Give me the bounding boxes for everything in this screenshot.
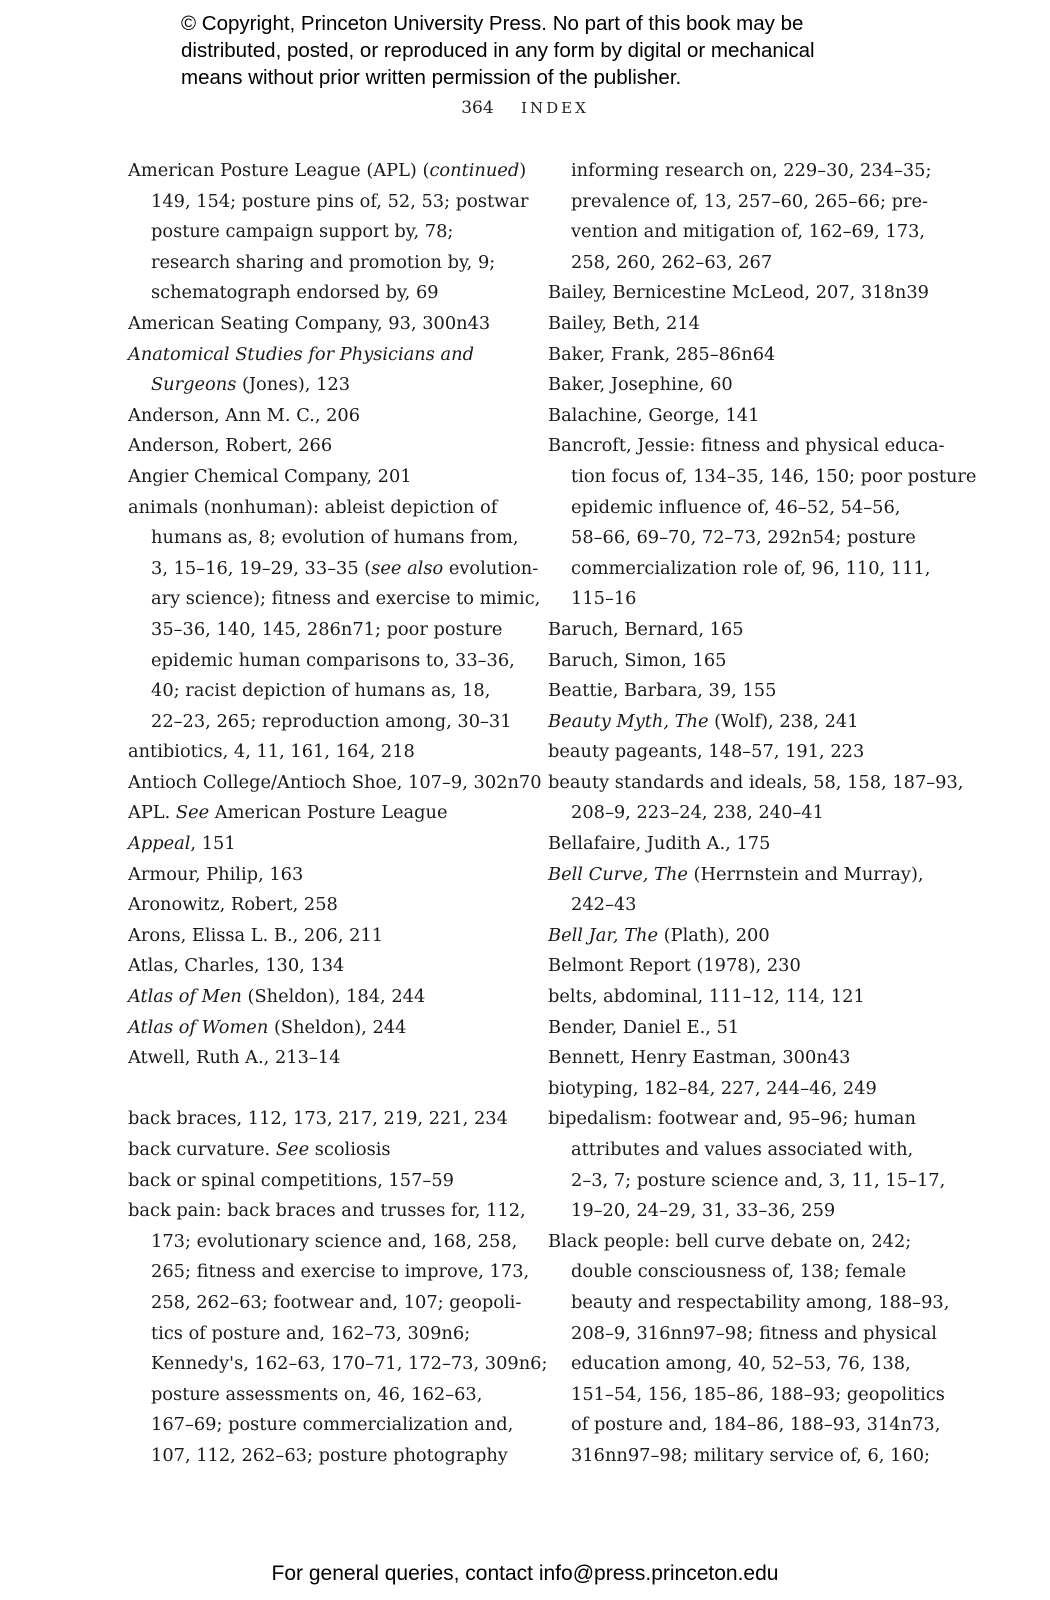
index-entry <box>548 768 964 799</box>
index-text: back pain: back braces and trusses for, 112, <box>128 1200 526 1222</box>
index-text: ary science); fitness and exercise to mimic, <box>151 588 541 610</box>
index-text: 258, 262–63; footwear and, 107; geopoli- <box>151 1291 522 1313</box>
index-entry <box>548 921 933 952</box>
index-entry-continuation <box>128 1441 513 1472</box>
index-entry <box>548 982 933 1013</box>
index-entry <box>128 768 542 799</box>
index-entry <box>128 493 513 524</box>
index-entry <box>548 951 933 982</box>
index-text: antibiotics, 4, 11, 161, 164, 218 <box>128 741 415 763</box>
index-text: 316nn97–98; military service of, 6, 160; <box>571 1444 931 1466</box>
index-text: Bellafaire, Judith A., 175 <box>548 833 771 855</box>
index-entry <box>548 737 933 768</box>
index-text: of posture and, 184–86, 188–93, 314n73, <box>571 1414 941 1436</box>
index-text: continued <box>429 160 520 181</box>
index-entry-continuation <box>548 798 933 829</box>
index-text: animals (nonhuman): ableist depiction of <box>128 496 498 518</box>
index-text: Kennedy's, 162–63, 170–71, 172–73, 309n6; <box>151 1353 548 1375</box>
index-entry-continuation <box>548 1349 933 1380</box>
index-text: (Herrnstein and Murray), <box>687 863 924 885</box>
index-text: Bancroft, Jessie: fitness and physical educa- <box>548 435 945 457</box>
index-text: ) <box>519 160 527 181</box>
index-entry <box>128 431 513 462</box>
index-text: Black people: bell curve debate on, 242; <box>548 1230 912 1252</box>
index-entry <box>548 707 933 738</box>
index-entry-continuation <box>548 462 977 493</box>
index-entry-continuation <box>548 248 933 279</box>
index-entry <box>128 1166 513 1197</box>
index-text: Bennett, Henry Eastman, 300n43 <box>548 1047 851 1069</box>
index-text: (Sheldon), 244 <box>268 1016 407 1038</box>
index-text: Belmont Report (1978), 230 <box>548 955 801 977</box>
running-head <box>0 98 1050 118</box>
index-text: bipedalism: footwear and, 95–96; human <box>548 1108 916 1130</box>
index-text: Arons, Elissa L. B., 206, 211 <box>128 924 384 946</box>
index-text: beauty standards and ideals, 58, 158, 187–93, <box>548 771 964 793</box>
index-text: 173; evolutionary science and, 168, 258, <box>151 1230 518 1252</box>
page-number: 364 <box>461 98 494 118</box>
index-entry <box>548 1043 933 1074</box>
index-entry-continuation <box>548 554 933 585</box>
index-entry <box>128 462 513 493</box>
index-text: back or spinal competitions, 157–59 <box>128 1169 454 1191</box>
index-entry <box>548 646 933 677</box>
index-entry-continuation <box>128 1227 518 1258</box>
index-text: Surgeons <box>151 374 237 396</box>
index-entry-continuation <box>128 1349 548 1380</box>
index-entry <box>548 829 933 860</box>
index-text: 40; racist depiction of humans as, 18, <box>151 680 491 702</box>
index-entry <box>548 431 945 462</box>
index-text: research sharing and promotion by, 9; <box>151 251 496 273</box>
index-entry <box>128 921 513 952</box>
index-text: Bell Jar, The <box>548 924 659 946</box>
index-entry <box>548 1227 933 1258</box>
index-text: see also <box>371 557 444 579</box>
index-entry-continuation <box>548 156 933 187</box>
index-entry-continuation <box>128 1288 522 1319</box>
index-entry-continuation <box>548 523 933 554</box>
copyright-notice <box>181 10 901 91</box>
index-text: APL. <box>128 802 176 824</box>
index-entry-continuation <box>128 707 513 738</box>
index-text: 115–16 <box>571 588 637 610</box>
index-text: American Seating Company, 93, 300n43 <box>128 312 491 334</box>
index-entry-continuation <box>128 584 541 615</box>
index-text: evolution- <box>443 557 539 579</box>
index-text: Angier Chemical Company, 201 <box>128 465 412 487</box>
index-text: posture campaign support by, 78; <box>151 221 454 243</box>
index-entry <box>548 1104 933 1135</box>
index-text: 151–54, 156, 185–86, 188–93; geopolitics <box>571 1383 945 1405</box>
index-entry <box>548 676 933 707</box>
copyright-line: © Copyright, Princeton University Press. No part of this book may be <box>181 12 804 35</box>
index-entry <box>548 1074 933 1105</box>
index-text: American Posture League (APL) ( <box>128 160 430 181</box>
index-text: beauty pageants, 148–57, 191, 223 <box>548 741 865 763</box>
index-text: Baker, Josephine, 60 <box>548 374 733 396</box>
index-entry <box>128 1104 513 1135</box>
index-text: beauty and respectability among, 188–93, <box>571 1291 950 1313</box>
index-entry-continuation <box>128 646 513 677</box>
index-text: Anatomical Studies for Physicians and <box>128 343 474 365</box>
index-entry-continuation <box>548 1380 945 1411</box>
index-text: (Jones), 123 <box>236 374 351 396</box>
index-entry <box>128 737 513 768</box>
index-text: tics of posture and, 162–73, 309n6; <box>151 1322 471 1344</box>
index-text: 258, 260, 262–63, 267 <box>571 251 773 273</box>
index-text: Bailey, Beth, 214 <box>548 312 700 334</box>
index-text: back braces, 112, 173, 217, 219, 221, 234 <box>128 1108 508 1130</box>
index-text: back curvature. <box>128 1139 276 1160</box>
index-text: 208–9, 316nn97–98; fitness and physical <box>571 1322 937 1344</box>
index-entry-continuation <box>548 890 933 921</box>
index-text: Anderson, Robert, 266 <box>128 435 333 457</box>
index-entry-continuation <box>548 1441 933 1472</box>
index-entry-continuation <box>128 676 513 707</box>
index-entry <box>548 1013 933 1044</box>
index-text: Beattie, Barbara, 39, 155 <box>548 680 777 702</box>
index-text: posture assessments on, 46, 162–63, <box>151 1383 483 1405</box>
index-entry-continuation <box>548 1196 933 1227</box>
index-text: Aronowitz, Robert, 258 <box>128 894 338 916</box>
index-entry-continuation <box>548 187 933 218</box>
index-text: epidemic human comparisons to, 33–36, <box>151 649 515 671</box>
copyright-line: distributed, posted, or reproduced in any form by digital or mechanical <box>181 39 815 62</box>
index-entry <box>128 860 513 891</box>
index-text: 265; fitness and exercise to improve, 173, <box>151 1261 530 1283</box>
index-text: vention and mitigation of, 162–69, 173, <box>571 221 926 243</box>
index-entry <box>548 860 933 891</box>
index-text: 19–20, 24–29, 31, 33–36, 259 <box>571 1200 836 1222</box>
index-text: 208–9, 223–24, 238, 240–41 <box>571 802 824 824</box>
index-text: Antioch College/Antioch Shoe, 107–9, 302n70 <box>128 771 542 793</box>
index-entry <box>128 1196 526 1227</box>
index-entry <box>128 1043 513 1074</box>
index-text: scoliosis <box>309 1139 391 1160</box>
copyright-line: means without prior written permission of the publisher. <box>181 66 682 89</box>
index-entry-continuation <box>128 217 513 248</box>
index-entry <box>548 615 933 646</box>
index-entry <box>548 340 933 371</box>
index-entry <box>548 401 933 432</box>
index-text: Atwell, Ruth A., 213–14 <box>128 1047 341 1069</box>
index-entry-continuation <box>128 248 513 279</box>
index-text: Armour, Philip, 163 <box>128 863 304 885</box>
index-entry-continuation <box>128 1410 513 1441</box>
index-text: Bailey, Bernicestine McLeod, 207, 318n39 <box>548 282 929 304</box>
index-entry <box>128 156 527 187</box>
index-entry-continuation <box>128 278 513 309</box>
index-text: prevalence of, 13, 257–60, 265–66; pre- <box>571 190 929 212</box>
index-text: Baruch, Simon, 165 <box>548 649 727 671</box>
index-text: biotyping, 182–84, 227, 244–46, 249 <box>548 1077 877 1099</box>
index-entry <box>128 1013 513 1044</box>
index-entry <box>128 829 513 860</box>
index-entry <box>128 340 513 371</box>
index-entry-continuation <box>128 523 519 554</box>
index-text: 3, 15–16, 19–29, 33–35 ( <box>151 557 372 579</box>
index-entry <box>128 951 513 982</box>
index-text: Anderson, Ann M. C., 206 <box>128 404 361 426</box>
index-text: schematograph endorsed by, 69 <box>151 282 439 304</box>
index-entry-continuation <box>128 1380 513 1411</box>
index-text: 58–66, 69–70, 72–73, 292n54; posture <box>571 527 916 549</box>
index-entry-continuation <box>128 1319 513 1350</box>
index-entry-continuation <box>128 370 513 401</box>
index-text: epidemic influence of, 46–52, 54–56, <box>571 496 901 518</box>
index-text: Bender, Daniel E., 51 <box>548 1016 740 1038</box>
index-text: 242–43 <box>571 894 637 916</box>
index-text: (Wolf), 238, 241 <box>708 710 859 732</box>
index-text: belts, abdominal, 111–12, 114, 121 <box>548 986 865 1008</box>
index-entry-continuation <box>128 615 513 646</box>
index-column-left <box>128 156 548 1472</box>
index-entry-continuation <box>548 584 933 615</box>
index-text: double consciousness of, 138; female <box>571 1261 907 1283</box>
index-entry-continuation <box>548 1166 946 1197</box>
index-text: Balachine, George, 141 <box>548 404 760 426</box>
index-entry-continuation <box>548 1319 937 1350</box>
index-entry <box>548 309 933 340</box>
index-entry <box>128 798 513 829</box>
index-entry-continuation <box>128 187 529 218</box>
index-text: , 151 <box>190 833 236 855</box>
index-entry-continuation <box>128 1257 530 1288</box>
index-text: 22–23, 265; reproduction among, 30–31 <box>151 710 512 732</box>
index-letter-gap <box>128 1074 513 1105</box>
index-text: American Posture League <box>209 802 448 824</box>
index-text: humans as, 8; evolution of humans from, <box>151 527 519 549</box>
section-title: INDEX <box>521 99 589 117</box>
index-text: attributes and values associated with, <box>571 1139 914 1160</box>
index-text: Appeal <box>128 833 191 855</box>
index-text: commercialization role of, 96, 110, 111, <box>571 557 931 579</box>
index-entry <box>128 982 513 1013</box>
index-text: Baruch, Bernard, 165 <box>548 618 744 640</box>
index-entry <box>128 401 513 432</box>
index-entry <box>548 278 933 309</box>
index-text: informing research on, 229–30, 234–35; <box>571 160 932 181</box>
index-entry-continuation <box>548 493 933 524</box>
index-text: (Sheldon), 184, 244 <box>241 986 426 1008</box>
index-entry-continuation <box>128 554 539 585</box>
index-entry-continuation <box>548 217 933 248</box>
index-column-right <box>548 156 977 1472</box>
index-text: 149, 154; posture pins of, 52, 53; postwar <box>151 190 529 212</box>
index-text: 2–3, 7; posture science and, 3, 11, 15–17, <box>571 1169 946 1191</box>
index-text: See <box>175 802 210 824</box>
index-entry <box>548 370 933 401</box>
index-text: Atlas of Men <box>128 986 242 1008</box>
index-text: See <box>275 1139 310 1160</box>
index-entry <box>128 309 513 340</box>
index-entry <box>128 1135 513 1166</box>
index-entry-continuation <box>548 1410 941 1441</box>
index-text: Atlas, Charles, 130, 134 <box>128 955 345 977</box>
index-text: Atlas of Women <box>128 1016 269 1038</box>
index-entry <box>128 890 513 921</box>
index-text: Baker, Frank, 285–86n64 <box>548 343 776 365</box>
index-text: Bell Curve, The <box>548 863 688 885</box>
index-text: tion focus of, 134–35, 146, 150; poor posture <box>571 465 977 487</box>
index-text: 35–36, 140, 145, 286n71; poor posture <box>151 618 503 640</box>
index-text: education among, 40, 52–53, 76, 138, <box>571 1353 911 1375</box>
index-entry-continuation <box>548 1257 933 1288</box>
index-text: Beauty Myth, The <box>548 710 709 732</box>
index-text: 167–69; posture commercialization and, <box>151 1414 514 1436</box>
index-entry-continuation <box>548 1288 950 1319</box>
index-text: (Plath), 200 <box>658 924 770 946</box>
footer-contact: For general queries, contact info@press.princeton.edu <box>271 1562 779 1585</box>
index-entry-continuation <box>548 1135 933 1166</box>
index-text: 107, 112, 262–63; posture photography <box>151 1444 508 1466</box>
